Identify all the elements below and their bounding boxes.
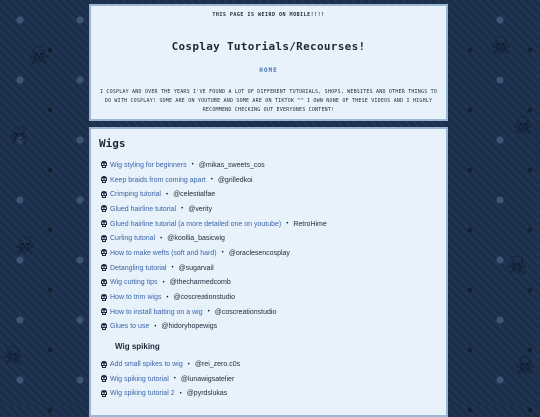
separator-dot: • xyxy=(187,361,190,368)
author-handle: @lunawigsatelier xyxy=(180,375,235,383)
skull-icon xyxy=(99,205,108,213)
wig-spiking-list xyxy=(99,357,434,401)
skull-icon xyxy=(99,235,108,243)
list-item xyxy=(99,276,434,291)
tutorial-link[interactable]: Glued hairline tutorial xyxy=(110,205,177,213)
skull-icon xyxy=(99,161,108,169)
tutorial-link[interactable]: Glues to use xyxy=(110,323,150,331)
intro-text: I COSPLAY AND OVER THE YEARS I'VE FOUND A LOT OF DIFFERENT TUTORIALS, SHOPS, WEBSITES AND OTHER THINGS TO DO WITH COSPLAY! SOME ARE ON YOUTUBE AND SOME ARE ON TIKTOK ^^ I OWN NONE OF THESE VIDEOS AND I HIGHLY RECOMMEND CHECKING OUT EVERYONES CONTENT! xyxy=(99,89,438,113)
author-handle: @celestialfae xyxy=(173,191,216,199)
tutorial-link[interactable]: Wig styling for beginners xyxy=(110,161,187,169)
skull-icon xyxy=(99,323,108,331)
skull-icon xyxy=(99,220,108,228)
decorative-skull-icon: ☠ xyxy=(30,37,49,72)
author-handle: @sugarvail xyxy=(178,264,214,272)
decorative-skull-icon: ☠ xyxy=(10,117,29,152)
skull-icon xyxy=(99,375,108,383)
decorative-skull-icon: ☠ xyxy=(491,27,510,62)
list-item xyxy=(99,187,434,202)
tutorial-link[interactable]: Keep braids from coming apart xyxy=(110,176,206,184)
list-item xyxy=(99,158,434,173)
author-handle: @verity xyxy=(188,205,213,213)
tutorial-link[interactable]: Add small spikes to wig xyxy=(110,361,183,369)
skull-icon xyxy=(99,390,108,398)
section-title-wigs: Wigs xyxy=(99,137,126,150)
list-item xyxy=(99,231,434,246)
tutorial-link[interactable]: Detangling tutorial xyxy=(110,264,167,272)
separator-dot: • xyxy=(165,191,169,198)
page-title: Cosplay Tutorials/Recourses! xyxy=(171,40,366,53)
wigs-list xyxy=(99,158,434,334)
separator-dot: • xyxy=(179,390,182,397)
list-item xyxy=(99,290,434,305)
separator-dot: • xyxy=(160,235,163,242)
separator-dot: • xyxy=(166,294,169,301)
decorative-skull-icon: ☠ xyxy=(513,107,532,142)
tutorial-link[interactable]: How to install batting on a wig xyxy=(110,308,203,316)
separator-dot: • xyxy=(286,221,289,228)
skull-icon xyxy=(99,308,108,316)
skull-icon xyxy=(99,294,108,302)
list-item xyxy=(99,202,434,217)
tutorial-link[interactable]: Wig cutting tips xyxy=(110,279,158,287)
list-item xyxy=(99,387,434,402)
tutorial-link[interactable]: Wig spiking tutorial xyxy=(110,375,169,383)
author-handle: @oraclesencosplay xyxy=(228,249,290,257)
separator-dot: • xyxy=(181,206,184,213)
skull-icon xyxy=(99,264,108,272)
decorative-skull-icon: ☠ xyxy=(16,227,35,262)
list-item xyxy=(99,246,434,261)
decorative-skull-icon: ☠ xyxy=(4,337,23,372)
tutorial-link[interactable]: Crimping tutorial xyxy=(110,191,161,199)
tutorial-link[interactable]: Wig spiking tutorial 2 xyxy=(110,390,175,398)
content-panel xyxy=(89,127,448,417)
separator-dot: • xyxy=(210,177,213,184)
header-panel xyxy=(89,4,448,121)
skull-icon xyxy=(99,249,108,257)
skull-icon xyxy=(99,361,108,369)
author-handle: @thecharmedcomb xyxy=(169,279,231,287)
author-handle: @pyrdslukas xyxy=(186,390,228,398)
tutorial-link[interactable]: How to make wefts (soft and hard) xyxy=(110,249,217,257)
list-item xyxy=(99,357,434,372)
list-item xyxy=(99,320,434,335)
skull-icon xyxy=(99,279,108,287)
separator-dot: • xyxy=(162,279,165,286)
skull-icon xyxy=(99,176,108,184)
separator-dot: • xyxy=(207,309,210,316)
decorative-skull-icon: ☠ xyxy=(515,347,534,382)
separator-dot: • xyxy=(154,323,157,330)
author-handle: @grilledkoi xyxy=(217,176,253,184)
separator-dot: • xyxy=(221,250,224,257)
skull-icon xyxy=(99,191,108,199)
author-handle: @koollia_basicwig xyxy=(167,235,225,243)
separator-dot: • xyxy=(191,162,194,169)
author-handle: @coscreationstudio xyxy=(173,294,236,302)
separator-dot: • xyxy=(171,265,174,272)
tutorial-link[interactable]: Glued hairline tutorial (a more detailed one on youtube) xyxy=(110,220,282,228)
list-item xyxy=(99,173,434,188)
author-handle: @hidoryhopewigs xyxy=(161,323,218,331)
home-link[interactable]: HOME xyxy=(259,67,278,74)
decorative-skull-icon: ☠ xyxy=(507,247,526,282)
list-item xyxy=(99,217,434,232)
mobile-warning: THIS PAGE IS WEIRD ON MOBILE!!!! xyxy=(212,12,325,18)
list-item xyxy=(99,305,434,320)
section-title-wig-spiking: Wig spiking xyxy=(115,342,160,352)
author-handle: @coscreationstudio xyxy=(214,308,277,316)
list-item xyxy=(99,372,434,387)
list-item xyxy=(99,261,434,276)
tutorial-link[interactable]: How to trim wigs xyxy=(110,294,162,302)
author-handle: RetroHime xyxy=(293,220,327,228)
author-handle: @rei_zero.c0s xyxy=(194,361,241,369)
tutorial-link[interactable]: Curling tutorial xyxy=(110,235,156,243)
separator-dot: • xyxy=(173,376,176,383)
author-handle: @mikas_sweets_cos xyxy=(198,161,265,169)
